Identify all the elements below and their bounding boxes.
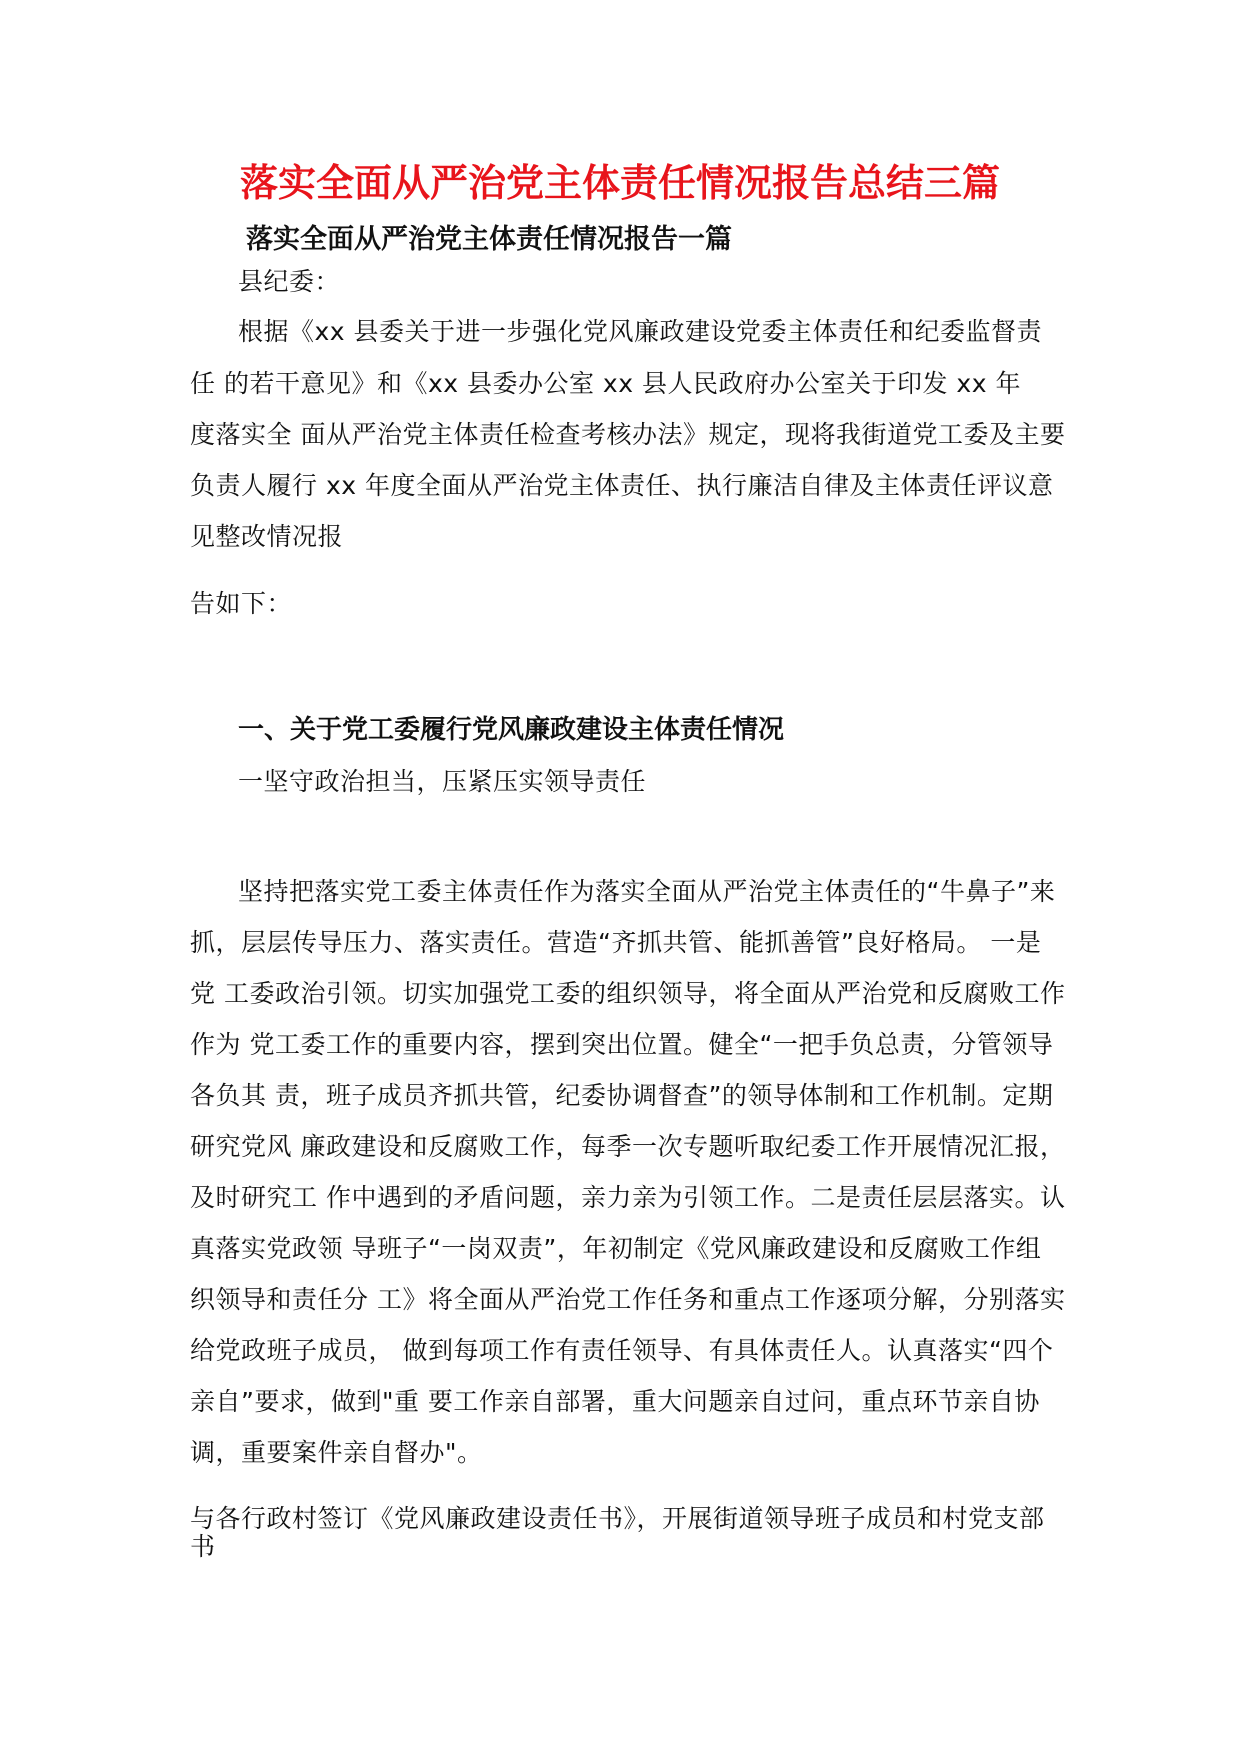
paragraph-line: 任 的若干意见》和《xx 县委办公室 xx 县人民政府办公室关于印发 xx 年 — [190, 369, 1021, 398]
paragraph-line: 作为 党工委工作的重要内容，摆到突出位置。健全“一把手负总责，分管领导 — [190, 1030, 1054, 1059]
section-subheading: 一坚守政治担当，压紧压实领导责任 — [238, 767, 647, 796]
paragraph-line: 度落实全 面从严治党主体责任检查考核办法》规定，现将我街道党工委及主要 — [190, 420, 1066, 449]
paragraph-line: 各负其 责，班子成员齐抓共管，纪委协调督查”的领导体制和工作机制。定期 — [190, 1081, 1054, 1110]
paragraph-line: 调，重要案件亲自督办"。 — [190, 1438, 483, 1467]
paragraph-line: 负责人履行 xx 年度全面从严治党主体责任、执行廉洁自律及主体责任评议意 — [190, 471, 1054, 500]
section-heading: 一、关于党工委履行党风廉政建设主体责任情况 — [238, 715, 785, 745]
paragraph-line: 给党政班子成员， 做到每项工作有责任领导、有具体责任人。认真落实“四个 — [190, 1336, 1054, 1365]
document-subtitle: 落实全面从严治党主体责任情况报告一篇 — [246, 224, 732, 255]
intro-tail: 告如下： — [190, 589, 293, 618]
paragraph-line: 抓，层层传导压力、落实责任。营造“齐抓共管、能抓善管”良好格局。 一是 — [190, 928, 1042, 957]
paragraph-line: 真落实党政领 导班子“一岗双责”，年初制定《党风廉政建设和反腐败工作组 — [190, 1234, 1042, 1263]
paragraph-line: 与各行政村签订《党风廉政建设责任书》，开展街道领导班子成员和村党支部 — [190, 1504, 1045, 1533]
paragraph-line: 根据《xx 县委关于进一步强化党风廉政建设党委主体责任和纪委监督责 — [238, 317, 1043, 346]
document-title: 落实全面从严治党主体责任情况报告总结三篇 — [239, 161, 1000, 205]
salutation: 县纪委： — [238, 267, 341, 296]
paragraph-line: 党 工委政治引领。切实加强党工委的组织领导，将全面从严治党和反腐败工作 — [190, 979, 1066, 1008]
paragraph-line: 织领导和责任分 工》将全面从严治党工作任务和重点工作逐项分解，分别落实 — [190, 1285, 1066, 1314]
paragraph-line: 书 — [190, 1532, 216, 1561]
paragraph-line: 坚持把落实党工委主体责任作为落实全面从严治党主体责任的“牛鼻子”来 — [238, 877, 1056, 906]
paragraph-line: 及时研究工 作中遇到的矛盾问题，亲力亲为引领工作。二是责任层层落实。认 — [190, 1183, 1066, 1212]
paragraph-line: 亲自”要求，做到"重 要工作亲自部署，重大问题亲自过问，重点环节亲自协 — [190, 1387, 1040, 1416]
paragraph-line: 研究党风 廉政建设和反腐败工作，每季一次专题听取纪委工作开展情况汇报， — [190, 1132, 1066, 1161]
paragraph-line: 见整改情况报 — [190, 522, 344, 551]
